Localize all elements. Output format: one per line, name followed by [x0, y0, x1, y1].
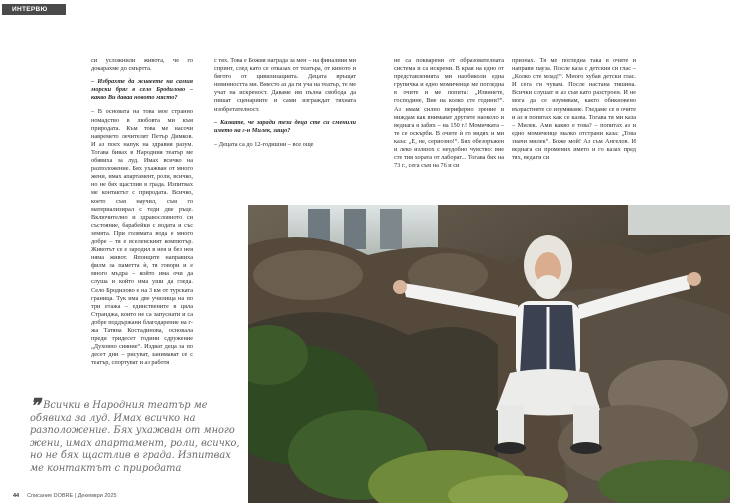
article-paragraph: с тях. Това е Божия награда за мен – на финалния ми спринт, след като се отказах от театъра, от киното и бягото от цивилизацията. Децата връщат невинността ми. Вместо аз да ги уча на театър, те ме учат на искреност. Даваме им пълна свобода да пишат сценариите и сами изграждат тяхната изобретателност.	[214, 57, 356, 113]
pull-quote-text: Всички в Народния театър ме обявиха за луд. Имах всичко на разположение. Бях ухажван от много жени, имах апартамент, роли, всичко, но не бях щастлив в града. Изпитвах ме контактът с природата	[30, 400, 240, 474]
article-paragraph: – В основата на това мое странно номадство в любовта ми към природата. Към това ме насочи навремето лечителят Петър Димков. И аз поех напук на здравия разум. Тогава бивах в Народния театър ме обявиха за луд. Имах всичко на разположение. Бях ухажван от много жени, имах апартамент, роли, всичко, но не бях щастлив в града. Изпитвах ме контактът с природата. Всичко, което съм научил, съм го материализирал с теди две ръцe. Включително и здравословното си състояние, барабейки с водата и със земята. При голямата вода е много добре – тя е вселенският компютър. Животът се е зародил в нея и без нея няма живот. Японците направиха филм за паметта ѝ, тя говори и е много мъдра – който има очи да слуша и който има уши да гледа. Село Бродилово е на 3 км от турската граница. Тук има две училища на по три етажа – единствените в цяла Странджа, които не са запуснати и са добре поддържани благодарение на г-жа Татяна Костадинова, основала преди тридесет години сдружение „Духовно сияние“. Издват деца за по десет дни – рисуват, занимават се с театър, спортуват и аз работя	[91, 108, 193, 367]
article-paragraph: не са покварени от образователната система и са искрени. В края на едно от представленията ми наобиколи една групичка и едно момиченце ме погледна в очите и ме попита: „Извинете, господине, Вие на колко сте години?“. Аз имам силно периферно зрение и виждам как внимават другите наоколо и веднага я забих – на 150 г.! Момичката – те се оскърби. В очите ѝ го видях и ми каза: „Е, не, сериозно!“. Бях обезоръжен и леко излязох с неудобно чувство: вие сте тия хората от лаборат... Тогава бях на 73 г., сега съм на 76 и си	[394, 57, 504, 170]
page-footer	[13, 493, 117, 499]
page-number: 44	[13, 493, 20, 499]
text-column-3	[394, 57, 504, 175]
interview-question: – Избрахте да живеете на самия морски бряг в село Бродилово – какво Ви даваа новото място?	[91, 78, 193, 102]
article-paragraph: си усложнили живота, че го докарахме до смъртта.	[91, 57, 193, 73]
article-paragraph: – Децата са до 12-годишни – все още	[214, 140, 314, 148]
article-paragraph: признах. Тя ме погледна така в очите и направи пауза. После каза с детския си глас – „Колко сте млад!“. Много хубав детски глас. И сега ги чувам. После настана тишина. Всички слушат и аз съм като разстроен. И не мога да се изумявам, както обикновено възрастните се изумяваме. Гледаме се в очите и аз я попитах как се казва. Тогава тя ми каза – Милек. Ами какво е това? – попитах аз и едно момиченце малко отстрани каза: „Това значи милек“. Боже мой! Аз съм Ангелов. И веднага си промених името и го казах пред тях, ведаги си	[512, 57, 636, 162]
magazine-name: Списание DOBRE | Декември 2025	[27, 493, 117, 499]
text-column-1	[91, 57, 193, 372]
pull-quote	[30, 395, 240, 476]
section-tag: ИНТЕРВЮ	[2, 4, 66, 15]
text-column-4	[512, 57, 636, 167]
text-column-2	[214, 57, 356, 154]
interview-photo	[248, 205, 730, 503]
quote-mark-icon: ❞	[30, 395, 41, 417]
interview-question: – Казвате, че заради тези деца сте си сменили името на г-н Милек, защо?	[214, 118, 356, 134]
